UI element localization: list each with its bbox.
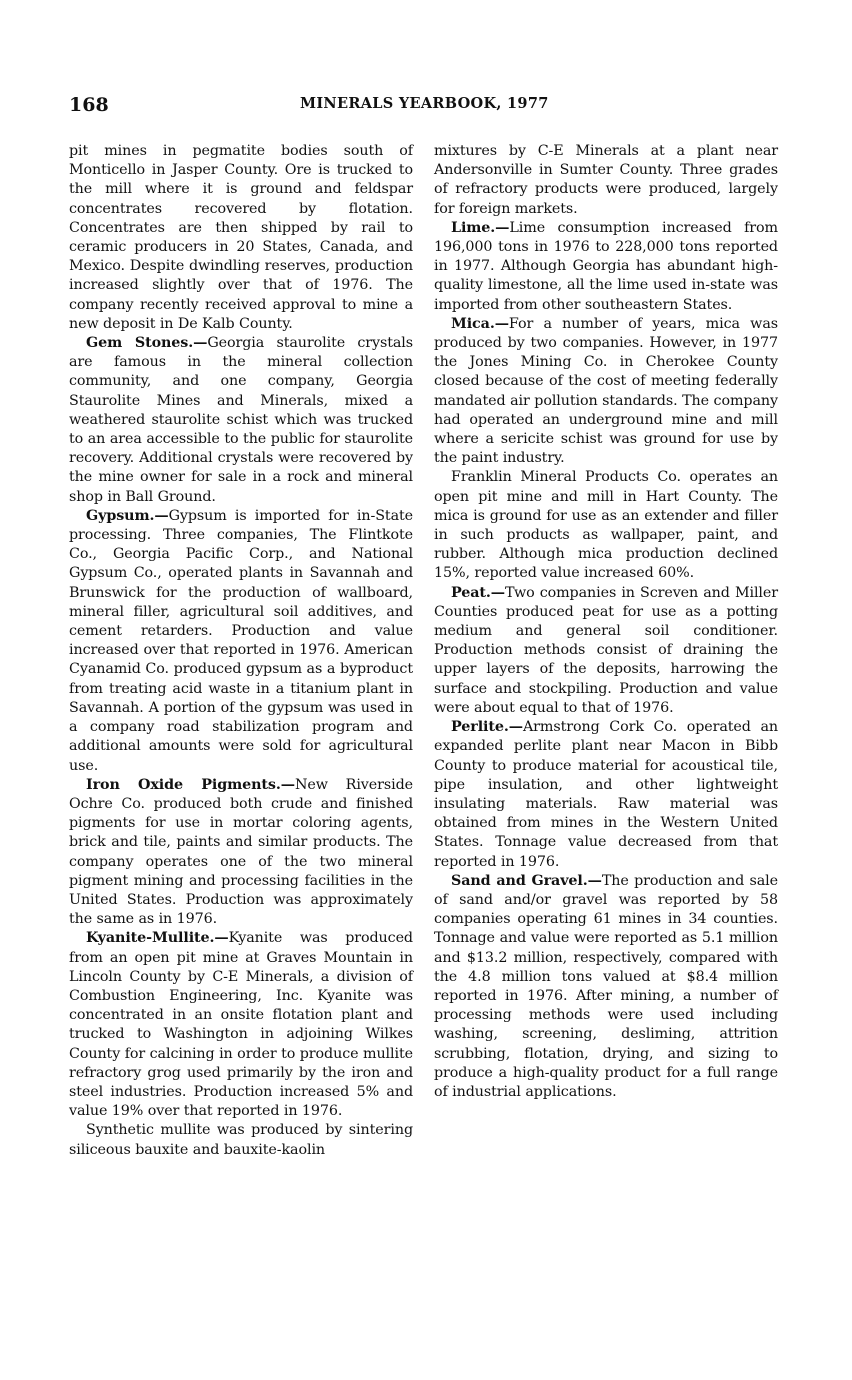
section-peat — [434, 584, 778, 718]
gem-stones-text: Georgia staurolite crystals are famous in the mineral collection community, and one company, Georgia Staurolite Mines and Minerals, mixed a weathered staurolite schist which was trucked to an area accessible to the public for staurolite recovery. Additional crystals were recovered by the mine owner for sale in a rock and mineral shop in Ball Ground. — [69, 335, 413, 505]
sand-gravel-text: The production and sale of sand and/or gravel was reported by 58 companies operating 61 mines in 34 counties. Tonnage and value were reported as 5.1 million and $13.2 million, respectively, compared with the 4.8 million tons valued at $8.4 million reported in 1976. After mining, a number of processing methods were used including washing, screening, desliming, attrition scrubbing, flotation, drying, and sizing to produce a high-quality product for a full range of industrial applications. — [434, 872, 778, 1100]
section-sand-and-gravel — [434, 872, 778, 1102]
page-number: 168 — [69, 94, 109, 116]
paragraph-mullite-continued: mixtures by C-E Minerals at a plant near Andersonville in Sumter County. Three grades of refractory products were produced, largely for foreign markets. — [434, 143, 778, 217]
section-gypsum — [69, 507, 413, 776]
perlite-text: Armstrong Cork Co. operated an expanded perlite plant near Macon in Bibb County to produce material for acoustical tile, pipe insulation, and other lightweight insulating materials. Raw material was obtained from mines in the Western United States. Tonnage value decreased from that reported in 1976. — [434, 719, 778, 870]
right-column — [434, 142, 778, 1102]
peat-heading: Peat.— — [451, 584, 506, 601]
iron-oxide-heading: Iron Oxide Pigments.— — [86, 776, 295, 793]
paragraph-synthetic-mullite: Synthetic mullite was produced by sintering siliceous bauxite and bauxite-kaolin — [69, 1122, 413, 1158]
lime-text: Lime consumption increased from 196,000 tons in 1976 to 228,000 tons reported in 1977. Although Georgia has abundant high-quality limestone, all the lime used in-state was imported from other southeastern States. — [434, 219, 778, 313]
section-gem-stones — [69, 334, 413, 507]
section-perlite — [434, 718, 778, 872]
peat-text: Two companies in Screven and Miller Counties produced peat for use as a potting medium and general soil conditioner. Production methods consist of draining the upper layers of the deposits, harrowing the surface and stockpiling. Production and value were about equal to that of 1976. — [434, 584, 778, 716]
gypsum-heading: Gypsum.— — [86, 507, 169, 524]
perlite-heading: Perlite.— — [451, 719, 523, 736]
running-title: MINERALS YEARBOOK, 1977 — [300, 95, 549, 112]
section-lime — [434, 219, 778, 315]
gem-stones-heading: Gem Stones.— — [86, 335, 208, 352]
paragraph-feldspar-continued: pit mines in pegmatite bodies south of Monticello in Jasper County. Ore is trucked to the mill where it is ground and feldspar concentrates recovered by flotation. Concentrates are then shipped by rail to ceramic producers in 20 States, Canada, and Mexico. Despite dwindling reserves, production increased slightly over that of 1976. The company recently received approval to mine a new deposit in De Kalb County. — [69, 143, 413, 332]
paragraph-franklin-mineral: Franklin Mineral Products Co. operates an open pit mine and mill in Hart County. The mica is ground for use as an extender and filler in such products as wallpaper, paint, and rubber. Although mica production declined 15%, reported value increased 60%. — [434, 469, 778, 582]
kyanite-text: Kyanite was produced from an open pit mine at Graves Mountain in Lincoln County by C-E Minerals, a division of Combustion Engineering, Inc. Kyanite was concentrated in an onsite flotation plant and trucked to Washington in adjoining Wilkes County for calcining in order to produce mullite refractory grog used primarily by the iron and steel industries. Production increased 5% and value 19% over that reported in 1976. — [69, 930, 413, 1120]
mica-text: For a number of years, mica was produced by two companies. However, in 1977 the Jones Mining Co. in Cherokee County closed because of the cost of meeting federally mandated air pollution standards. The company had operated an underground mine and mill where a sericite schist was ground for use by the paint industry. — [434, 315, 778, 467]
sand-gravel-heading: Sand and Gravel.— — [451, 872, 602, 889]
lime-heading: Lime.— — [451, 219, 510, 236]
mica-heading: Mica.— — [451, 315, 509, 332]
iron-oxide-text: New Riverside Ochre Co. produced both crude and finished pigments for use in mortar coloring agents, brick and tile, paints and similar products. The company operates one of the two mineral pigment mining and processing facilities in the United States. Production was approximately the same as in 1976. — [69, 776, 413, 928]
section-iron-oxide-pigments — [69, 776, 413, 930]
gypsum-text: Gypsum is imported for in-State processing. Three companies, The Flintkote Co., Georgia Pacific Corp., and National Gypsum Co., operated plants in Savannah and Brunswick for the production of wallboard, mineral filler, agricultural soil additives, and cement retarders. Production and value increased over that reported in 1976. American Cyanamid Co. produced gypsum as a byproduct from treating acid waste in a titanium plant in Savannah. A portion of the gypsum was used in a company road stabilization program and additional amounts were sold for agricultural use. — [69, 507, 413, 774]
kyanite-heading: Kyanite-Mullite.— — [86, 930, 229, 947]
section-kyanite-mullite — [69, 929, 413, 1121]
left-column — [69, 142, 413, 1160]
section-mica — [434, 315, 778, 469]
